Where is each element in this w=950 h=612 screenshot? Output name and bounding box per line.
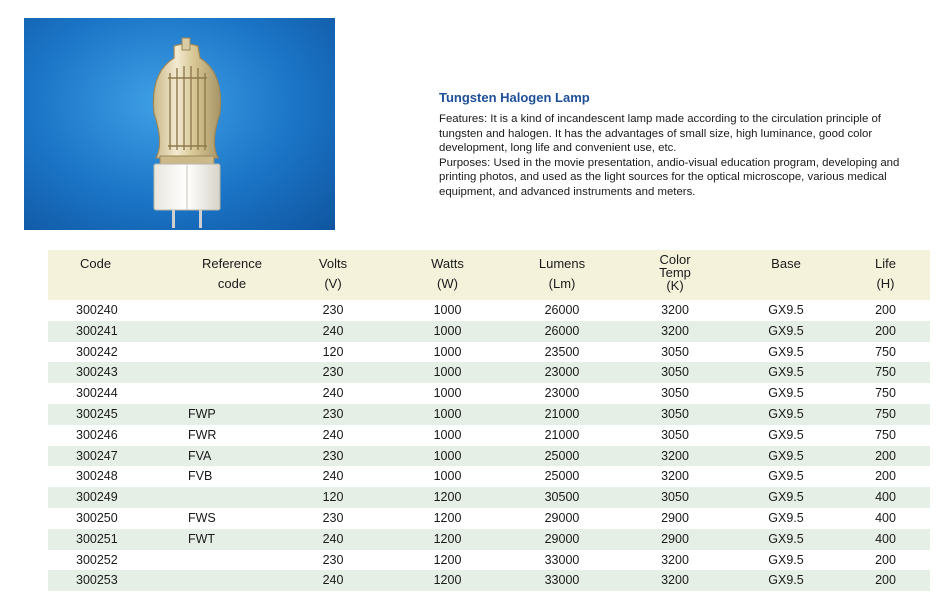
table-row — [48, 425, 930, 446]
cell-code: 300242 — [76, 344, 118, 359]
cell-volts: 230 — [322, 552, 344, 567]
cell-life: 750 — [875, 365, 896, 380]
cell-life: 750 — [875, 427, 896, 442]
cell-watts: 1200 — [433, 573, 462, 588]
cell-base: GX9.5 — [768, 323, 804, 338]
cell-lumens: 23000 — [544, 365, 580, 380]
cell-reference-code: FWT — [188, 531, 216, 546]
cell-volts: 240 — [322, 386, 344, 401]
cell-volts: 120 — [322, 344, 344, 359]
header-color-temp: Color Temp (K) — [659, 252, 691, 293]
cell-watts: 1200 — [433, 552, 462, 567]
cell-life: 200 — [875, 303, 896, 317]
cell-volts: 230 — [322, 406, 344, 421]
table-row — [48, 446, 930, 467]
cell-color-temp: 3050 — [661, 427, 689, 442]
cell-life: 750 — [875, 386, 896, 401]
lamp-photo — [24, 18, 335, 230]
cell-reference-code — [156, 362, 276, 383]
cell-color-temp: 3200 — [661, 469, 689, 484]
cell-base: GX9.5 — [768, 303, 804, 317]
cell-lumens: 25000 — [544, 469, 580, 484]
table-row — [48, 529, 930, 550]
table-row — [48, 570, 930, 591]
cell-code: 300250 — [76, 510, 118, 525]
table-header-row — [48, 250, 930, 300]
cell-lumens: 30500 — [544, 490, 580, 505]
cell-watts: 1000 — [433, 448, 462, 463]
cell-volts: 230 — [322, 303, 344, 317]
cell-life: 200 — [875, 323, 896, 338]
cell-code: 300247 — [76, 448, 118, 463]
cell-reference-code — [156, 321, 276, 342]
table-row — [48, 300, 930, 321]
cell-volts: 240 — [322, 427, 344, 442]
cell-volts: 240 — [322, 469, 344, 484]
cell-lumens: 25000 — [544, 448, 580, 463]
cell-volts: 120 — [322, 490, 344, 505]
header-lumens: Lumens (Lm) — [538, 256, 586, 291]
cell-watts: 1000 — [433, 365, 462, 380]
cell-life: 400 — [875, 531, 896, 546]
cell-base: GX9.5 — [768, 573, 804, 588]
cell-color-temp: 3200 — [661, 303, 689, 317]
cell-color-temp: 2900 — [661, 510, 689, 525]
cell-reference-code: FVB — [188, 469, 213, 484]
header-reference-code: Reference code — [202, 256, 262, 291]
cell-color-temp: 3200 — [661, 323, 689, 338]
cell-lumens: 23500 — [544, 344, 580, 359]
cell-life: 750 — [875, 344, 896, 359]
cell-color-temp: 3200 — [661, 552, 689, 567]
cell-color-temp: 3200 — [661, 573, 689, 588]
cell-volts: 240 — [322, 531, 344, 546]
cell-color-temp: 3050 — [661, 365, 689, 380]
cell-watts: 1200 — [433, 531, 462, 546]
cell-base: GX9.5 — [768, 406, 804, 421]
cell-reference-code — [156, 383, 276, 404]
table-row — [48, 383, 930, 404]
cell-base: GX9.5 — [768, 427, 804, 442]
table-row — [48, 487, 930, 508]
cell-lumens: 33000 — [544, 573, 580, 588]
cell-color-temp: 3050 — [661, 344, 689, 359]
cell-code: 300245 — [76, 406, 118, 421]
cell-code: 300253 — [76, 573, 118, 588]
cell-reference-code — [156, 550, 276, 571]
cell-code: 300244 — [76, 386, 118, 401]
cell-volts: 240 — [322, 573, 344, 588]
cell-base: GX9.5 — [768, 365, 804, 380]
cell-lumens: 21000 — [544, 406, 580, 421]
cell-reference-code — [156, 300, 276, 321]
cell-base: GX9.5 — [768, 552, 804, 567]
cell-reference-code: FVA — [188, 448, 212, 463]
cell-color-temp: 3050 — [661, 386, 689, 401]
cell-watts: 1000 — [433, 386, 462, 401]
cell-life: 400 — [875, 510, 896, 525]
cell-reference-code: FWR — [188, 427, 217, 442]
cell-life: 200 — [875, 448, 896, 463]
cell-code: 300243 — [76, 365, 118, 380]
cell-lumens: 29000 — [544, 531, 580, 546]
cell-watts: 1200 — [433, 510, 462, 525]
cell-color-temp: 3050 — [661, 490, 689, 505]
cell-lumens: 21000 — [544, 427, 580, 442]
cell-reference-code — [156, 342, 276, 363]
cell-color-temp: 2900 — [661, 531, 689, 546]
cell-code: 300251 — [76, 531, 118, 546]
header-base: Base — [771, 256, 801, 271]
cell-life: 200 — [875, 573, 896, 588]
cell-reference-code: FWP — [188, 406, 216, 421]
cell-life: 750 — [875, 406, 896, 421]
table-row — [48, 342, 930, 363]
cell-base: GX9.5 — [768, 531, 804, 546]
cell-watts: 1000 — [433, 303, 462, 317]
cell-life: 400 — [875, 490, 896, 505]
table-row — [48, 508, 930, 529]
cell-base: GX9.5 — [768, 510, 804, 525]
cell-code: 300249 — [76, 490, 118, 505]
halogen-lamp-image — [24, 18, 335, 230]
cell-volts: 240 — [322, 323, 344, 338]
table-row — [48, 466, 930, 487]
cell-watts: 1000 — [433, 406, 462, 421]
cell-color-temp: 3200 — [661, 448, 689, 463]
cell-life: 200 — [875, 469, 896, 484]
cell-life: 200 — [875, 552, 896, 567]
cell-watts: 1000 — [433, 427, 462, 442]
cell-code: 300241 — [76, 323, 118, 338]
table-row — [48, 404, 930, 425]
cell-watts: 1000 — [433, 323, 462, 338]
table-row — [48, 362, 930, 383]
cell-base: GX9.5 — [768, 469, 804, 484]
purposes-text: Purposes: Used in the movie presentation, andio-visual education program, developing and printing photos, and used as the light sources for the optical microscope, various medical equipment, and advanced instruments and meters. — [439, 156, 900, 198]
cell-base: GX9.5 — [768, 386, 804, 401]
cell-code: 300248 — [76, 469, 118, 484]
cell-reference-code — [156, 570, 276, 591]
cell-watts: 1000 — [433, 469, 462, 484]
cell-lumens: 23000 — [544, 386, 580, 401]
cell-volts: 230 — [322, 365, 344, 380]
cell-color-temp: 3050 — [661, 406, 689, 421]
cell-watts: 1200 — [433, 490, 462, 505]
cell-lumens: 29000 — [544, 510, 580, 525]
cell-base: GX9.5 — [768, 344, 804, 359]
cell-base: GX9.5 — [768, 448, 804, 463]
cell-lumens: 26000 — [544, 323, 580, 338]
cell-reference-code — [156, 487, 276, 508]
cell-watts: 1000 — [433, 344, 462, 359]
cell-volts: 230 — [322, 510, 344, 525]
specifications-table — [48, 250, 930, 591]
header-watts: Watts (W) — [431, 256, 464, 291]
cell-code: 300240 — [76, 303, 118, 317]
features-text: Features: It is a kind of incandescent lamp made according to the circulation principle of tungsten and halogen. It has the advantages of small size, high luminance, good color development, long life and convenient use, etc. — [439, 113, 881, 155]
cell-code: 300246 — [76, 427, 118, 442]
header-life: Life (H) — [875, 256, 896, 291]
table-row — [48, 321, 930, 342]
product-description — [439, 112, 919, 200]
cell-lumens: 33000 — [544, 552, 580, 567]
header-volts: Volts (V) — [318, 256, 348, 291]
cell-lumens: 26000 — [544, 303, 580, 317]
product-title: Tungsten Halogen Lamp — [439, 90, 590, 105]
cell-code: 300252 — [76, 552, 118, 567]
cell-reference-code: FWS — [188, 510, 216, 525]
table-row — [48, 550, 930, 571]
header-code: Code — [80, 256, 112, 271]
cell-base: GX9.5 — [768, 490, 804, 505]
cell-volts: 230 — [322, 448, 344, 463]
